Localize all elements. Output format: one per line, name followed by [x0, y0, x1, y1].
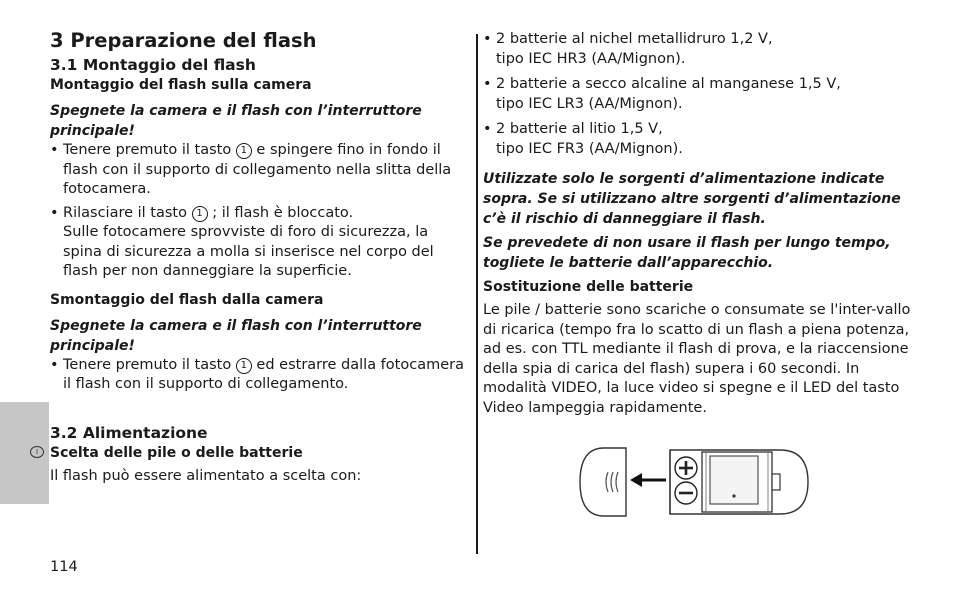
left-column — [50, 30, 470, 486]
battery-options-list — [483, 30, 913, 159]
battery-compartment-illustration — [578, 446, 810, 518]
mount-warning: Spegnete la camera e il flash con l’interruttore principale! — [50, 103, 422, 139]
section-3-2-title: 3.2 Alimentazione — [50, 423, 208, 442]
mount-step-2: • Rilasciare il tasto 1 ; il flash è bloccato. Sulle fotocamere sprovviste di foro di sicurezza, la spina di sicurezza a molla si inserisce nel corpo del flash per non danneggiare la superficie. — [50, 204, 470, 282]
mount-step-2-note: Sulle fotocamere sprovviste di foro di sicurezza, la spina di sicurezza a molla si inserisce nel corpo del flash per non danneggiare la superficie. — [63, 224, 434, 279]
battery-option: • 2 batterie a secco alcaline al manganese 1,5 V, tipo IEC LR3 (AA/Mignon). — [483, 75, 913, 114]
dismount-step-1: • Tenere premuto il tasto 1 ed estrarre dalla fotocamera il flash con il supporto di collegamento. — [50, 356, 470, 395]
power-source-warning: Utilizzate solo le sorgenti d’alimentazione indicate sopra. Se si utilizzano altre sorgenti d’alimentazione c’è il rischio di danneggiare il flash. — [483, 171, 901, 227]
storage-warning: Se prevedete di non usare il flash per lungo tempo, togliete le batterie dall’apparecchio. — [483, 235, 891, 271]
battery-option: • 2 batterie al nichel metallidruro 1,2 V, tipo IEC HR3 (AA/Mignon). — [483, 30, 913, 69]
section-3-1-title: 3.1 Montaggio del flash — [50, 56, 256, 74]
battery-option: • 2 batterie al litio 1,5 V, tipo IEC FR3 (AA/Mignon). — [483, 120, 913, 159]
arrow-left-icon — [630, 473, 666, 487]
battery-compartment-icon — [702, 452, 772, 512]
dismount-heading: Smontaggio del flash dalla camera — [50, 291, 324, 308]
mount-heading: Montaggio del flash sulla camera — [50, 77, 312, 93]
minus-icon — [675, 482, 697, 504]
mount-step-1: • Tenere premuto il tasto 1 e spingere fino in fondo il flash con il supporto di collegamento nella slitta della fotocamera. — [50, 141, 470, 200]
battery-cover-icon — [580, 448, 626, 516]
button-1-symbol: 1 — [192, 206, 208, 222]
column-divider — [476, 34, 478, 554]
chapter-title: 3 Preparazione del flash — [50, 29, 317, 52]
dismount-steps — [50, 356, 470, 395]
page-number: 114 — [50, 559, 78, 575]
dismount-warning: Spegnete la camera e il flash con l’interruttore principale! — [50, 317, 422, 354]
mount-steps — [50, 141, 470, 282]
button-1-symbol: 1 — [236, 358, 252, 374]
language-badge: I — [30, 446, 44, 458]
plus-icon — [675, 457, 697, 479]
battery-replace-heading: Sostituzione delle batterie — [483, 279, 694, 295]
battery-replace-paragraph: Le pile / batterie sono scariche o consumate se l'inter-vallo di ricarica (tempo fra lo scatto di un flash a piena potenza, ad es. con TTL mediante il flash di prova, e la riaccensione della spia di carica del flash) supera i 60 secondi. In modalità VIDEO, la luce video si spegne e il LED del tasto Video lampeggia rapidamente. — [483, 302, 911, 416]
battery-intro: Il flash può essere alimentato a scelta con: — [50, 467, 362, 484]
battery-choice-heading: Scelta delle pile o delle batterie — [50, 444, 303, 461]
right-column — [483, 30, 913, 418]
button-1-symbol: 1 — [236, 143, 252, 159]
